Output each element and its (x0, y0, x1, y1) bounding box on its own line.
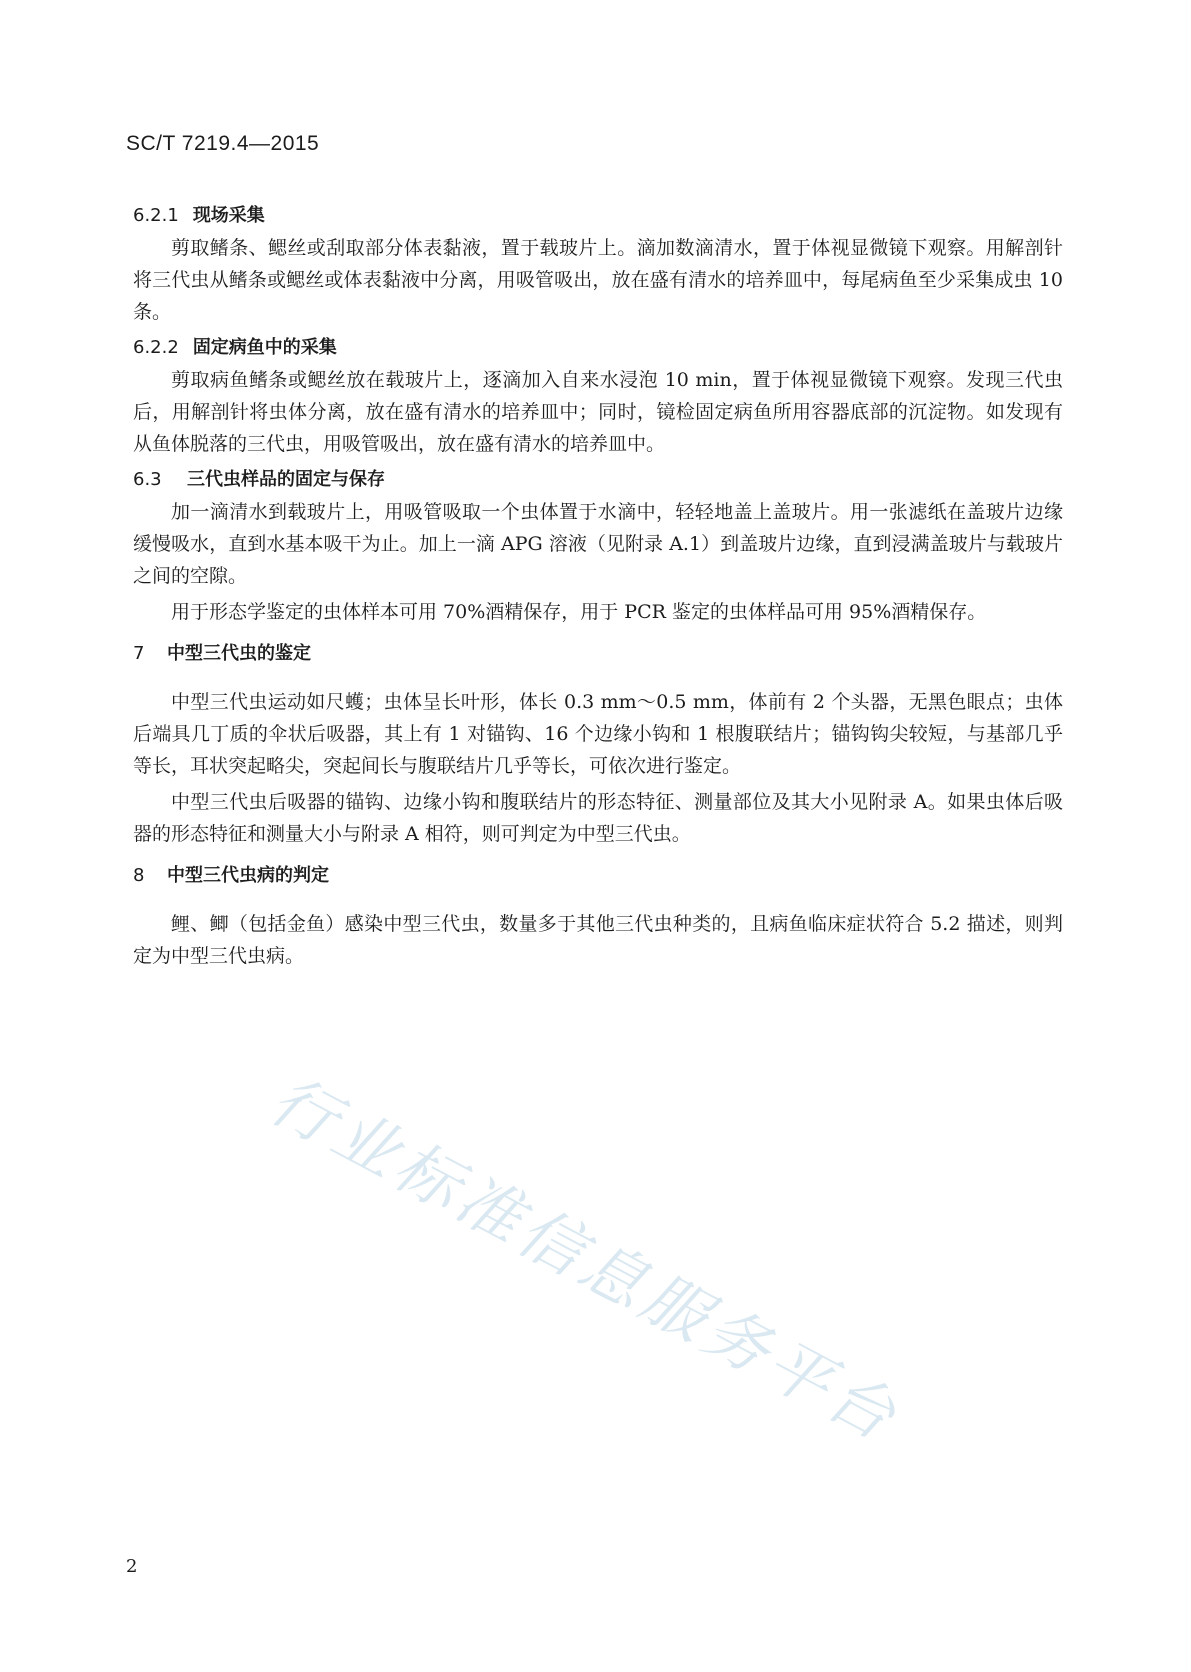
section-title: 中型三代虫病的判定 (167, 865, 329, 886)
section-number: 8 (133, 865, 145, 886)
section-number: 6.3 (133, 469, 162, 490)
section-number: 7 (133, 643, 145, 664)
document-code: SC/T 7219.4—2015 (126, 132, 320, 155)
section-heading (133, 860, 1063, 892)
section-heading (133, 638, 1063, 670)
document-body (133, 200, 1063, 976)
paragraph: 鲤、鲫（包括金鱼）感染中型三代虫，数量多于其他三代虫种类的，且病鱼临床症状符合 5.2 描述，则判定为中型三代虫病。 (133, 913, 1063, 967)
section-title: 三代虫样品的固定与保存 (187, 469, 385, 490)
section-title: 固定病鱼中的采集 (192, 337, 337, 358)
paragraph: 中型三代虫后吸器的锚钩、边缘小钩和腹联结片的形态特征、测量部位及其大小见附录 A。如果虫体后吸器的形态特征和测量大小与附录 A 相符，则可判定为中型三代虫。 (133, 791, 1063, 845)
section-number: 6.2.2 (133, 337, 179, 358)
page-number: 2 (126, 1556, 138, 1577)
paragraph: 中型三代虫运动如尺蠖；虫体呈长叶形，体长 0.3 mm～0.5 mm，体前有 2 个头器，无黑色眼点；虫体后端具几丁质的伞状后吸器，其上有 1 对锚钩、16 个边缘小钩和 1 根腹联结片；锚钩钩尖较短，与基部几乎等长，耳状突起略尖，突起间长与腹联结片几乎等长，可依次进行鉴定。 (133, 691, 1063, 777)
paragraph: 加一滴清水到载玻片上，用吸管吸取一个虫体置于水滴中，轻轻地盖上盖玻片。用一张滤纸在盖玻片边缘缓慢吸水，直到水基本吸干为止。加上一滴 APG 溶液（见附录 A.1）到盖玻片边缘，直到浸满盖玻片与载玻片之间的空隙。 (133, 501, 1063, 587)
section-heading (133, 200, 1063, 232)
watermark: 行业标准信息服务平台 (258, 1063, 912, 1458)
section-heading (133, 464, 1063, 496)
section-heading (133, 332, 1063, 364)
paragraph: 剪取病鱼鳍条或鳃丝放在载玻片上，逐滴加入自来水浸泡 10 min，置于体视显微镜下观察。发现三代虫后，用解剖针将虫体分离，放在盛有清水的培养皿中；同时，镜检固定病鱼所用容器底部的沉淀物。如发现有从鱼体脱落的三代虫，用吸管吸出，放在盛有清水的培养皿中。 (133, 369, 1063, 455)
section-number: 6.2.1 (133, 205, 179, 226)
paragraph: 剪取鳍条、鳃丝或刮取部分体表黏液，置于载玻片上。滴加数滴清水，置于体视显微镜下观察。用解剖针将三代虫从鳍条或鳃丝或体表黏液中分离，用吸管吸出，放在盛有清水的培养皿中，每尾病鱼至少采集成虫 10 条。 (133, 237, 1063, 323)
paragraph: 用于形态学鉴定的虫体样本可用 70%酒精保存，用于 PCR 鉴定的虫体样品可用 95%酒精保存。 (171, 601, 987, 623)
section-title: 现场采集 (192, 205, 265, 226)
section-title: 中型三代虫的鉴定 (167, 643, 311, 664)
